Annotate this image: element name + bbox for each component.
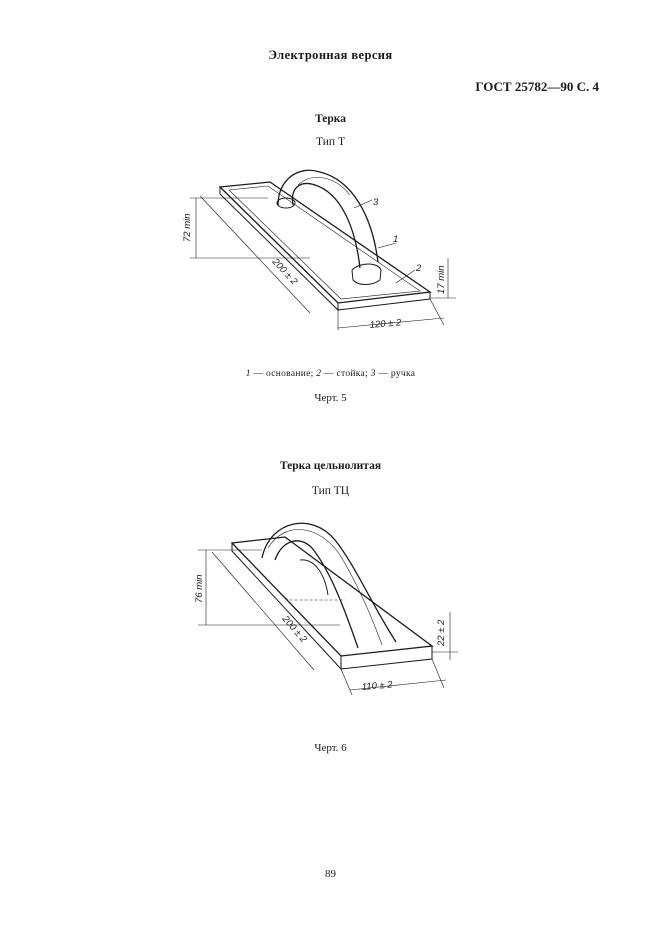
page-number: 89 (325, 868, 336, 880)
fig5-dim-length: 200 ± 2 (269, 256, 300, 288)
legend-text-2: — стойка; (324, 369, 369, 379)
legend-text-3: — ручка (378, 369, 416, 379)
fig5-dim-height-right: 17 min (436, 265, 447, 294)
figure5-caption: Черт. 5 (314, 392, 347, 404)
fig6-dim-width: 110 ± 2 (361, 679, 394, 693)
fig5-callout-3: 3 (373, 197, 379, 208)
fig5-callout-1: 1 (393, 234, 399, 245)
legend-num-2: 2 (316, 369, 322, 379)
legend-num-3: 3 (370, 369, 376, 379)
figure5-type-label: Тип Т (316, 136, 345, 148)
legend-num-1: 1 (245, 369, 251, 379)
edition-header: Электронная версия (268, 48, 393, 62)
fig5-dim-width: 120 ± 2 (369, 317, 402, 331)
fig6-dim-length: 200 ± 2 (279, 613, 309, 645)
fig5-dim-height-left: 72 min (182, 213, 193, 242)
fig6-dim-height-right: 22 ± 2 (436, 619, 447, 646)
figure6-title: Терка цельнолитая (279, 460, 382, 472)
fig6-dim-height-left: 76 min (194, 574, 205, 603)
fig5-callout-2: 2 (416, 263, 422, 274)
figure5-title: Терка (315, 113, 346, 125)
legend-text-1: — основание; (253, 369, 314, 379)
figure6-type-label: Тип ТЦ (311, 485, 350, 497)
fig6-base-top (232, 537, 432, 656)
fig6-handle (262, 523, 396, 642)
standard-reference: ГОСТ 25782—90 С. 4 (475, 79, 599, 94)
figure6-caption: Черт. 6 (314, 742, 347, 754)
